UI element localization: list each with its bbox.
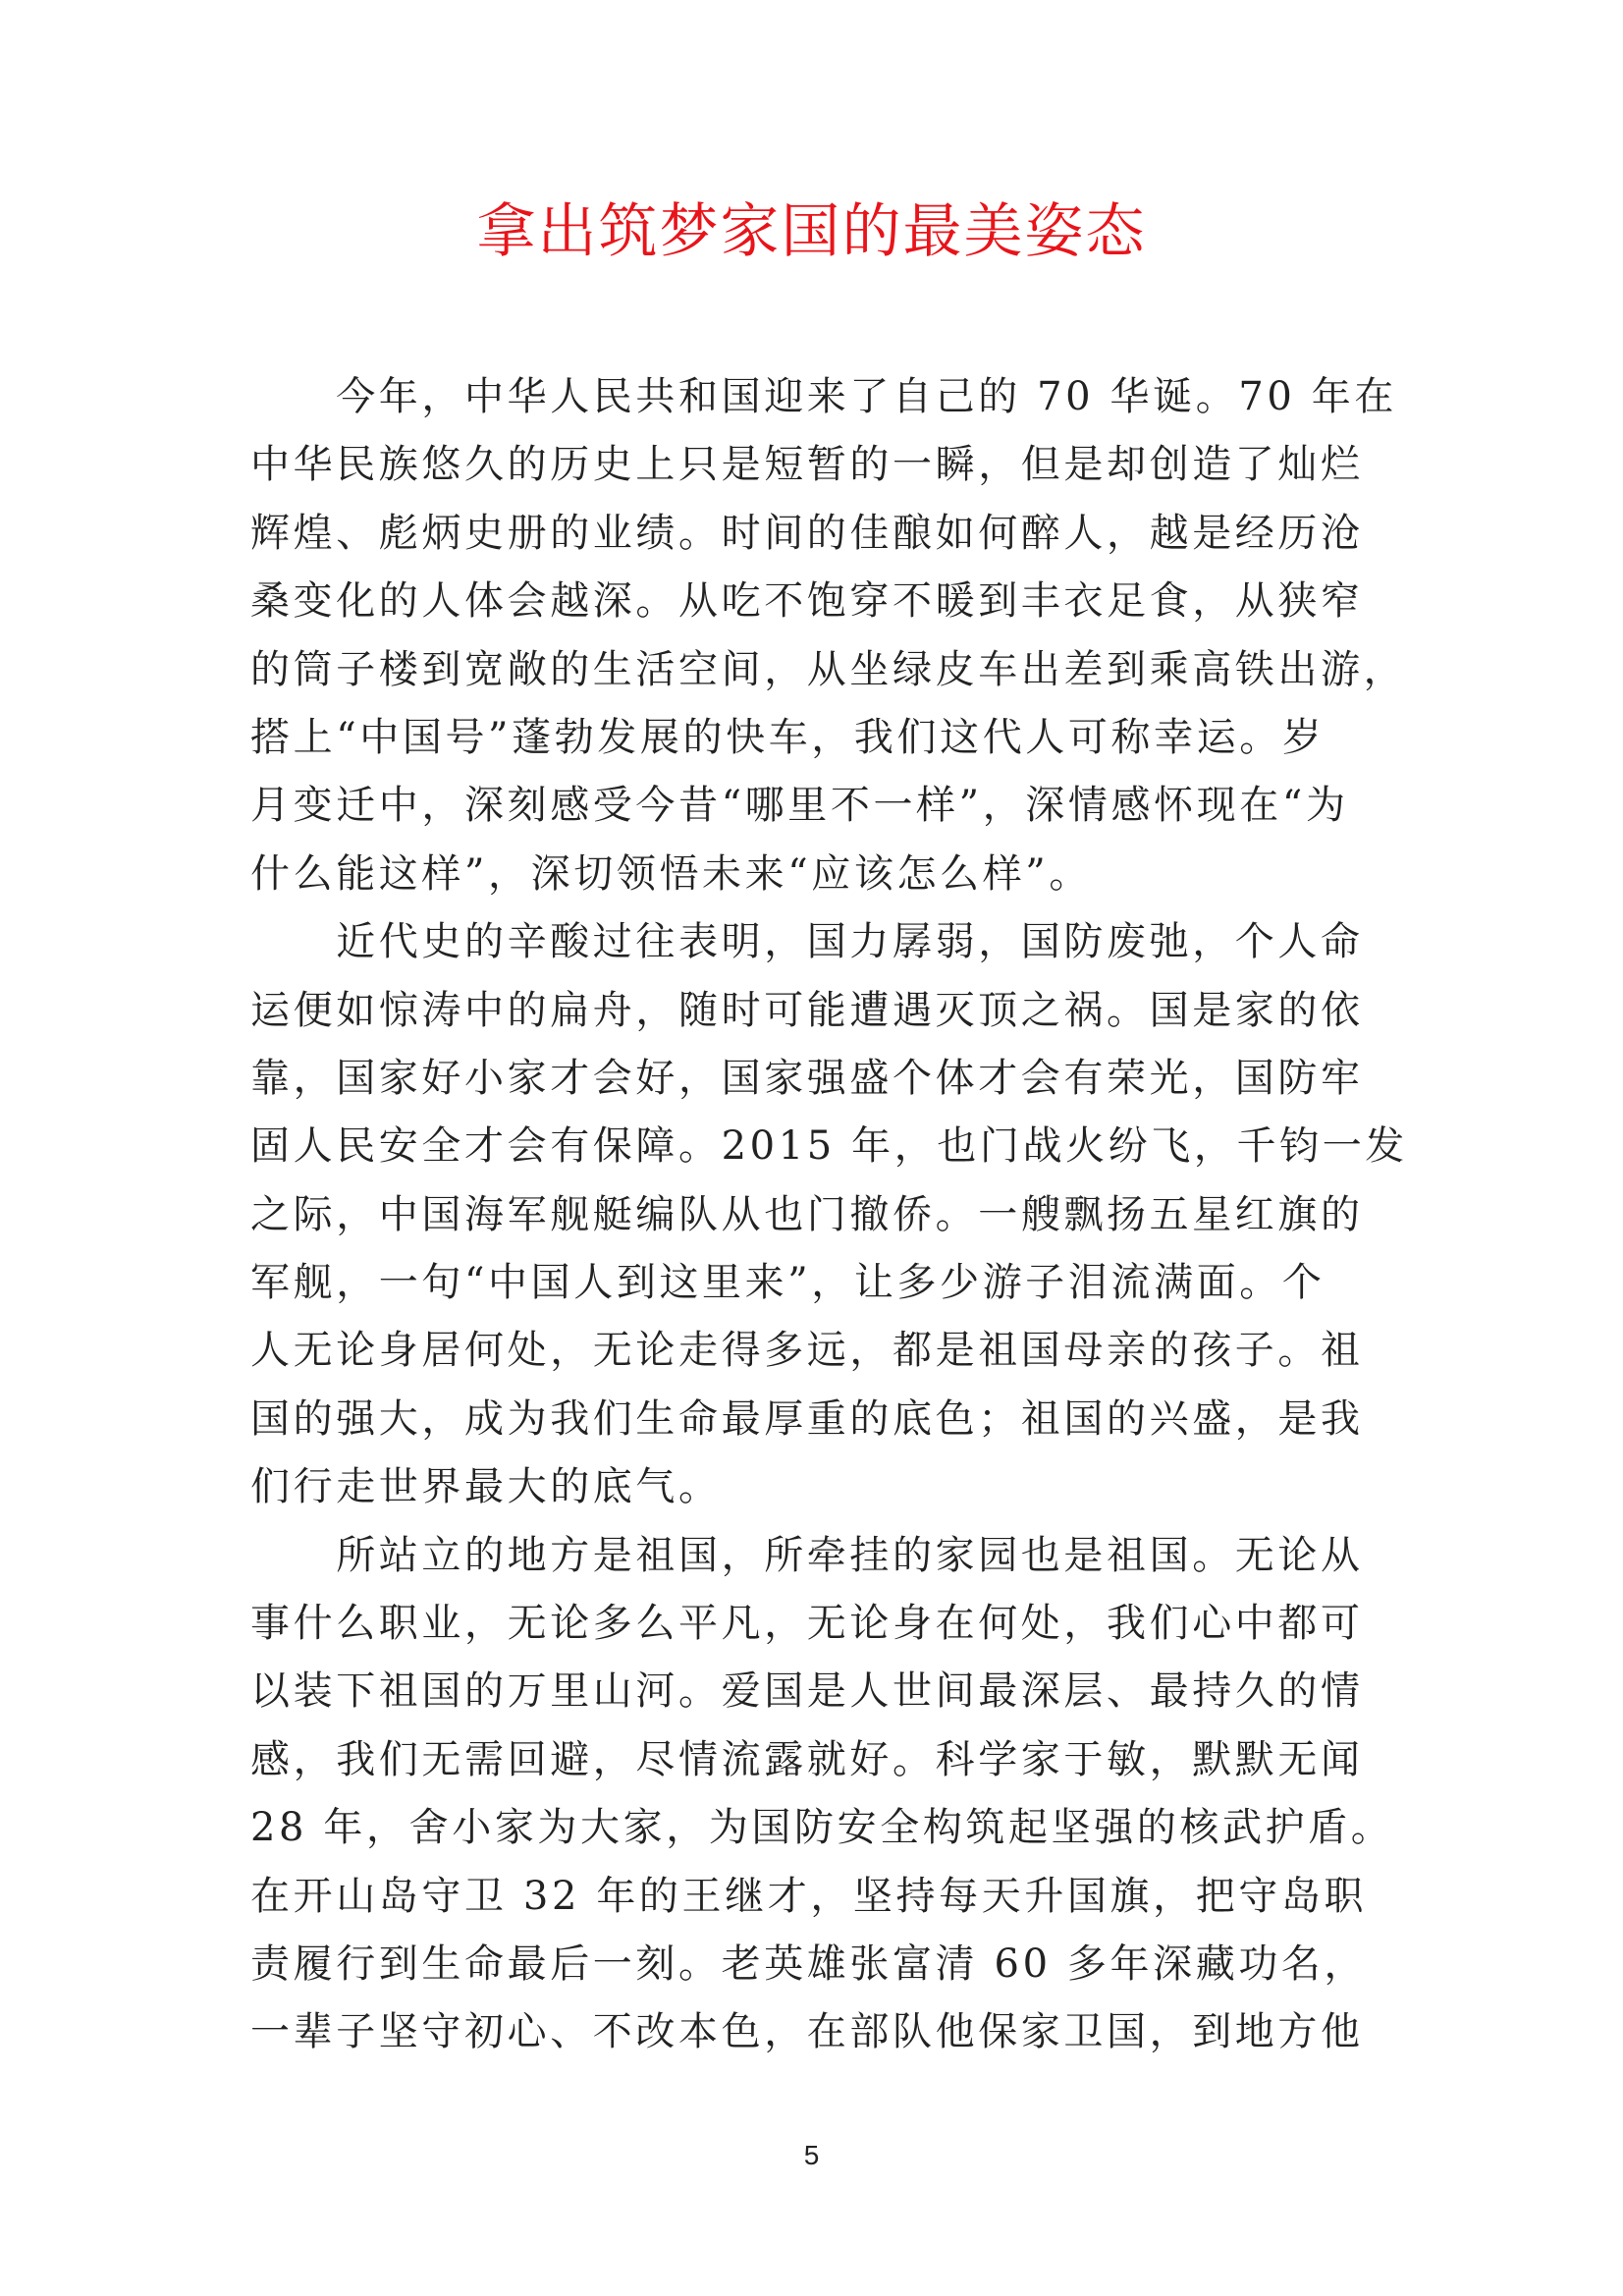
body-line: 事什么职业，无论多么平凡，无论身在何处，我们心中都可 <box>250 1601 1364 1647</box>
body-line: 所站立的地方是祖国，所牵挂的家园也是祖国。无论从 <box>250 1532 1364 1578</box>
body-line: 靠，国家好小家才会好，国家强盛个体才会有荣光，国防牢 <box>250 1055 1364 1101</box>
body-line: 以装下祖国的万里山河。爱国是人世间最深层、最持久的情 <box>250 1668 1364 1715</box>
body-line: 感，我们无需回避，尽情流露就好。科学家于敏，默默无闻 <box>250 1736 1364 1782</box>
body-line: 们行走世界最大的底气。 <box>250 1464 722 1510</box>
body-line: 月变迁中，深刻感受今昔“哪里不一样”，深情感怀现在“为 <box>250 783 1349 829</box>
body-line: 近代史的辛酸过往表明，国力孱弱，国防废弛，个人命 <box>250 919 1364 965</box>
body-line: 国的强大，成为我们生命最厚重的底色；祖国的兴盛，是我 <box>250 1395 1364 1442</box>
body-line: 人无论身居何处，无论走得多远，都是祖国母亲的孩子。祖 <box>250 1328 1364 1374</box>
body-line: 中华民族悠久的历史上只是短暂的一瞬，但是却创造了灿烂 <box>250 442 1364 488</box>
body-line: 责履行到生命最后一刻。老英雄张富清 60 多年深藏功名， <box>250 1941 1368 1987</box>
body-line: 之际，中国海军舰艇编队从也门撤侨。一艘飘扬五星红旗的 <box>250 1191 1364 1237</box>
body-line: 一辈子坚守初心、不改本色，在部队他保家卫国，到地方他 <box>250 2009 1364 2055</box>
body-line: 今年，中华人民共和国迎来了自己的 70 华诞。70 年在 <box>250 374 1397 419</box>
body-line: 桑变化的人体会越深。从吃不饱穿不暖到丰衣足食，从狭窄 <box>250 578 1364 625</box>
body-line: 固人民安全才会有保障。2015 年，也门战火纷飞，千钧一发 <box>250 1123 1408 1170</box>
body-line: 军舰，一句“中国人到这里来”，让多少游子泪流满面。个 <box>250 1260 1325 1306</box>
page-number: 5 <box>803 2140 820 2170</box>
body-line: 运便如惊涛中的扁舟，随时可能遭遇灭顶之祸。国是家的依 <box>250 987 1364 1033</box>
body-line: 在开山岛守卫 32 年的王继才，坚持每天升国旗，把守岛职 <box>250 1873 1368 1919</box>
body-line: 什么能这样”，深切领悟未来“应该怎么样”。 <box>250 850 1092 897</box>
body-line: 搭上“中国号”蓬勃发展的快车，我们这代人可称幸运。岁 <box>250 714 1325 760</box>
body-line: 辉煌、彪炳史册的业绩。时间的佳酿如何醉人，越是经历沧 <box>250 510 1364 556</box>
body-line: 的筒子楼到宽敞的生活空间，从坐绿皮车出差到乘高铁出游， <box>250 646 1407 692</box>
article-title: 拿出筑梦家国的最美姿态 <box>476 197 1147 266</box>
article-body <box>250 363 1408 2067</box>
body-line: 28 年，舍小家为大家，为国防安全构筑起坚强的核武护盾。 <box>250 1805 1394 1851</box>
